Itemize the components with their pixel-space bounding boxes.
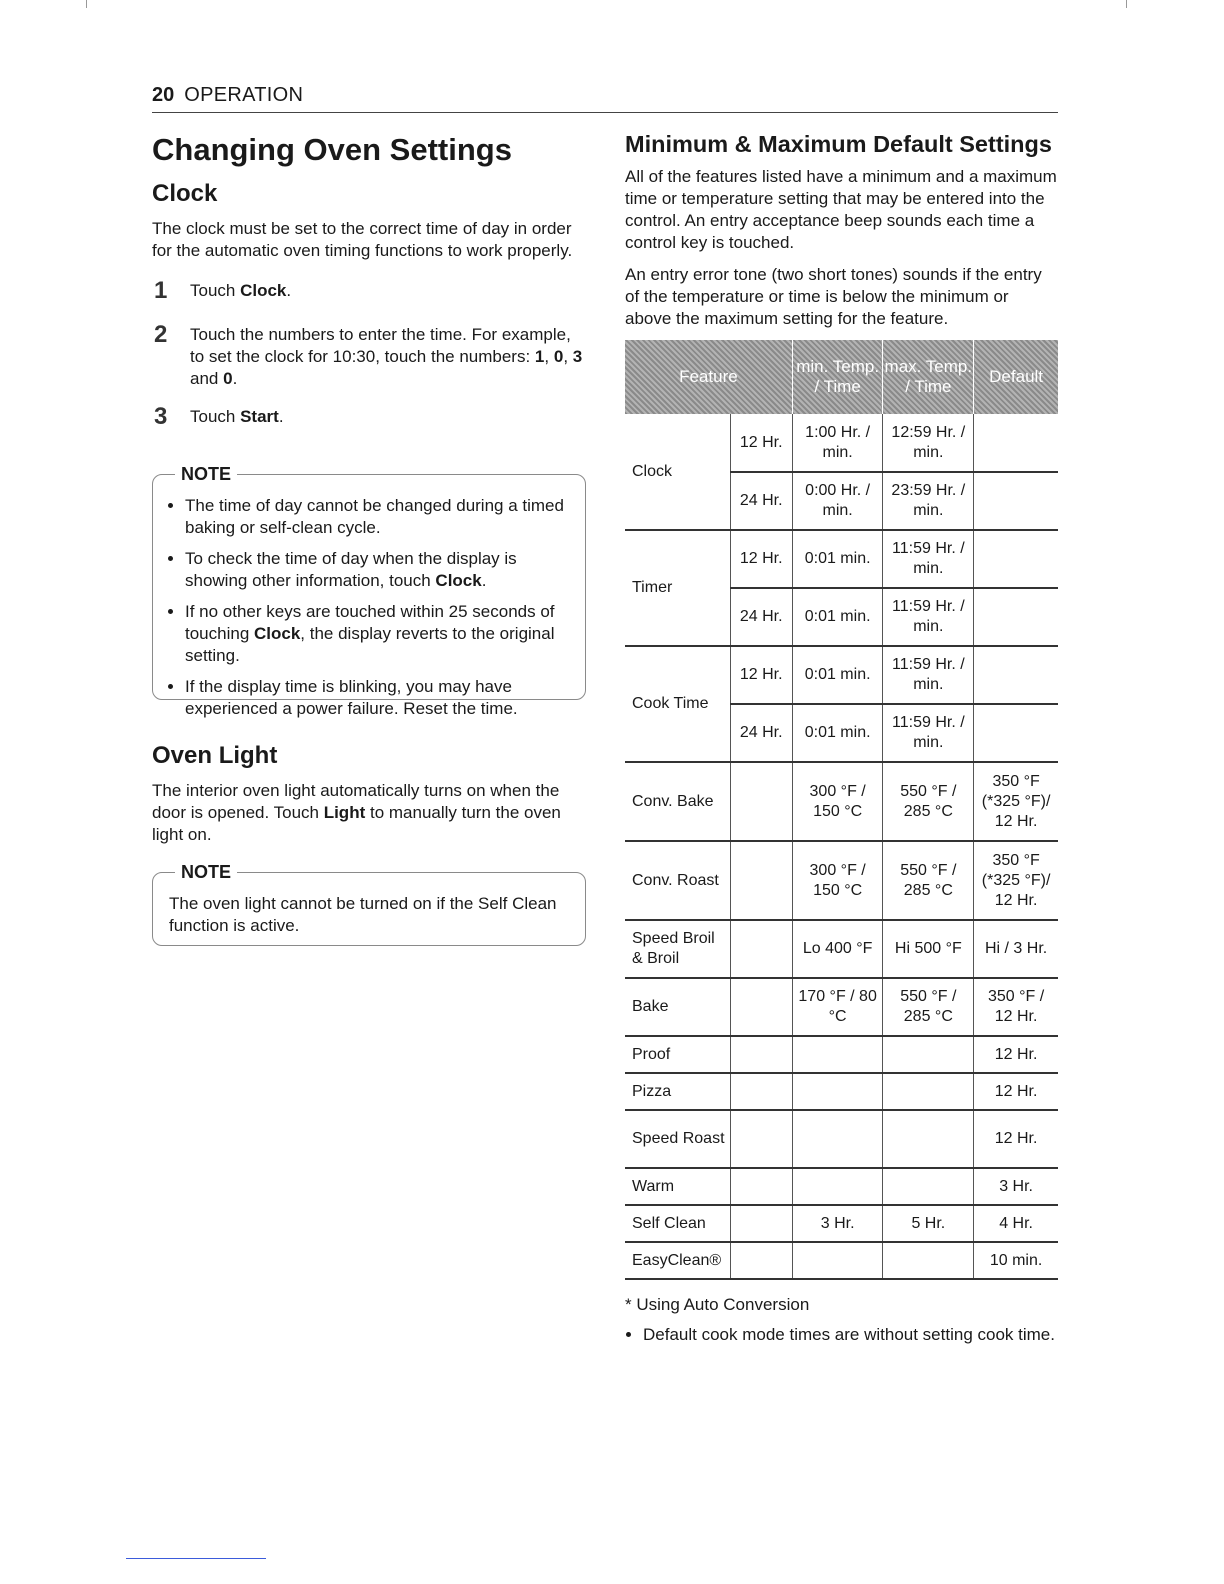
bottom-link-line	[126, 1558, 266, 1559]
step-key: Clock	[240, 281, 287, 300]
table-row	[625, 1036, 1058, 1073]
step-key: 1	[534, 347, 545, 366]
oven-light-text-part: The interior oven light automatically turns on when the door is opened. Touch	[152, 781, 560, 822]
step-text: ,	[544, 347, 554, 366]
footnote: * Using Auto Conversion	[625, 1295, 810, 1314]
header-max: max. Temp. / Time	[883, 340, 974, 414]
oven-light-text-part: to manually turn the oven light on.	[152, 803, 561, 844]
default-cell: 12 Hr.	[974, 1073, 1058, 1110]
note-item	[185, 601, 569, 667]
step-text: .	[278, 407, 284, 426]
step-key: 0	[223, 369, 233, 388]
default-cell: 10 min.	[974, 1242, 1058, 1279]
max-cell: 11:59 Hr. / min.	[883, 646, 974, 704]
clock-steps	[152, 277, 586, 430]
sub-cell: 12 Hr.	[730, 646, 792, 704]
left-column	[152, 128, 586, 946]
step-key: 3	[572, 347, 583, 366]
feature-cell: Timer	[625, 530, 730, 646]
step-item	[152, 321, 586, 390]
default-cell	[974, 646, 1058, 704]
step-text: and	[190, 369, 224, 388]
min-cell: 1:00 Hr. / min.	[792, 414, 883, 472]
note-key: Clock	[435, 571, 482, 590]
max-cell	[883, 1110, 974, 1168]
table-row	[625, 978, 1058, 1036]
sub-cell	[730, 1242, 792, 1279]
step-text: Touch the numbers to enter the time. For example, to set the clock for 10:30, touch the numbers:	[190, 325, 571, 366]
default-cell	[974, 588, 1058, 646]
max-cell: 23:59 Hr. / min.	[883, 472, 974, 530]
oven-light-heading: Oven Light	[152, 742, 278, 769]
max-cell: 11:59 Hr. / min.	[883, 530, 974, 588]
feature-cell: Warm	[625, 1168, 730, 1205]
max-cell: 550 °F / 285 °C	[883, 841, 974, 920]
note-text: , the display reverts to the original setting.	[185, 624, 555, 665]
step-text: .	[232, 369, 238, 388]
clock-intro: The clock must be set to the correct time of day in order for the automatic oven timing functions to work properly.	[152, 219, 573, 260]
min-cell: 3 Hr.	[792, 1205, 883, 1242]
step-text: .	[286, 281, 292, 300]
crop-mark	[1126, 0, 1127, 8]
sub-cell	[730, 762, 792, 841]
note-title: NOTE	[175, 861, 237, 883]
min-cell	[792, 1073, 883, 1110]
step-item	[152, 277, 586, 304]
default-cell: 350 °F / 12 Hr.	[974, 978, 1058, 1036]
step-key: Start	[240, 407, 279, 426]
table-row	[625, 646, 1058, 704]
table-row	[625, 920, 1058, 978]
sub-cell: 24 Hr.	[730, 588, 792, 646]
default-cell	[974, 704, 1058, 762]
min-cell	[792, 1110, 883, 1168]
oven-light-key: Light	[323, 803, 366, 822]
min-cell: 0:01 min.	[792, 704, 883, 762]
sub-cell	[730, 920, 792, 978]
note-text: If no other keys are touched within 25 seconds of touching	[185, 602, 555, 643]
note-text: The oven light cannot be turned on if the Self Clean function is active.	[169, 894, 557, 935]
min-cell	[792, 1242, 883, 1279]
table-row	[625, 1242, 1058, 1279]
clock-heading: Clock	[152, 180, 218, 207]
sub-cell	[730, 978, 792, 1036]
sub-cell	[730, 1205, 792, 1242]
step-number: 1	[154, 277, 168, 304]
max-cell: 550 °F / 285 °C	[883, 978, 974, 1036]
default-cell: 350 °F (*325 °F)/ 12 Hr.	[974, 762, 1058, 841]
right-column	[625, 128, 1059, 1346]
max-cell	[883, 1036, 974, 1073]
max-cell	[883, 1242, 974, 1279]
note-item: • The time of day cannot be changed during a timed baking or self-clean cycle.	[185, 495, 569, 539]
header-default: Default	[974, 340, 1058, 414]
sub-cell	[730, 1036, 792, 1073]
table-row	[625, 841, 1058, 920]
feature-cell: Cook Time	[625, 646, 730, 762]
feature-cell: EasyClean®	[625, 1242, 730, 1279]
default-cell	[974, 472, 1058, 530]
table-row	[625, 1168, 1058, 1205]
feature-cell: Conv. Roast	[625, 841, 730, 920]
default-cell: 12 Hr.	[974, 1110, 1058, 1168]
header-min: min. Temp. / Time	[792, 340, 883, 414]
note-list	[169, 495, 569, 720]
min-max-heading: Minimum & Maximum Default Settings	[625, 131, 1052, 157]
min-cell: 0:01 min.	[792, 530, 883, 588]
note-item	[185, 548, 569, 592]
section-title: OPERATION	[184, 84, 304, 106]
min-cell: 0:00 Hr. / min.	[792, 472, 883, 530]
note-text: .	[481, 571, 487, 590]
min-cell	[792, 1036, 883, 1073]
header-feature: Feature	[625, 340, 792, 414]
sub-cell: 24 Hr.	[730, 704, 792, 762]
oven-light-note-box	[152, 862, 586, 946]
clock-note-box	[152, 464, 586, 718]
sub-cell	[730, 1073, 792, 1110]
sub-cell	[730, 841, 792, 920]
max-cell: 11:59 Hr. / min.	[883, 704, 974, 762]
sub-cell	[730, 1110, 792, 1168]
feature-cell: Speed Broil & Broil	[625, 920, 730, 978]
table-row	[625, 414, 1058, 472]
note-text: To check the time of day when the display is showing other information, touch	[185, 549, 517, 590]
default-cell	[974, 414, 1058, 472]
max-cell: 5 Hr.	[883, 1205, 974, 1242]
max-cell: 550 °F / 285 °C	[883, 762, 974, 841]
default-cell: 3 Hr.	[974, 1168, 1058, 1205]
min-cell: 300 °F / 150 °C	[792, 841, 883, 920]
min-cell: Lo 400 °F	[792, 920, 883, 978]
feature-cell: Self Clean	[625, 1205, 730, 1242]
note-title: NOTE	[175, 463, 237, 485]
feature-cell: Speed Roast	[625, 1110, 730, 1168]
feature-cell: Conv. Bake	[625, 762, 730, 841]
step-number: 3	[154, 403, 168, 430]
step-text: Touch	[190, 281, 241, 300]
default-cell: 350 °F (*325 °F)/ 12 Hr.	[974, 841, 1058, 920]
oven-light-text	[152, 780, 586, 846]
default-cell: Hi / 3 Hr.	[974, 920, 1058, 978]
max-cell: 12:59 Hr. / min.	[883, 414, 974, 472]
page-header	[152, 84, 1058, 113]
table-row	[625, 1073, 1058, 1110]
note-key: Clock	[254, 624, 301, 643]
sub-cell	[730, 1168, 792, 1205]
step-text: ,	[563, 347, 573, 366]
min-cell: 0:01 min.	[792, 646, 883, 704]
default-cell	[974, 530, 1058, 588]
default-cell: 4 Hr.	[974, 1205, 1058, 1242]
default-cell: 12 Hr.	[974, 1036, 1058, 1073]
settings-table	[625, 340, 1058, 1280]
step-text: Touch	[190, 407, 241, 426]
step-number: 2	[154, 321, 168, 348]
step-key: 0	[553, 347, 564, 366]
table-row	[625, 762, 1058, 841]
sub-cell: 12 Hr.	[730, 414, 792, 472]
feature-cell: Proof	[625, 1036, 730, 1073]
page-title: Changing Oven Settings	[152, 132, 512, 167]
sub-cell: 24 Hr.	[730, 472, 792, 530]
min-cell: 170 °F / 80 °C	[792, 978, 883, 1036]
sub-cell: 12 Hr.	[730, 530, 792, 588]
footnote-bullet: • Default cook mode times are without setting cook time.	[643, 1324, 1059, 1346]
min-max-error-text: An entry error tone (two short tones) sounds if the entry of the temperature or time is below the minimum or above the maximum setting for the feature.	[625, 265, 1042, 328]
max-cell	[883, 1168, 974, 1205]
max-cell: Hi 500 °F	[883, 920, 974, 978]
table-row	[625, 530, 1058, 588]
feature-cell: Bake	[625, 978, 730, 1036]
footnote-list	[625, 1324, 1059, 1346]
min-cell: 0:01 min.	[792, 588, 883, 646]
min-cell: 300 °F / 150 °C	[792, 762, 883, 841]
feature-cell: Clock	[625, 414, 730, 530]
min-cell	[792, 1168, 883, 1205]
table-row	[625, 1205, 1058, 1242]
page-number: 20	[152, 84, 175, 106]
step-item	[152, 403, 586, 430]
table-footnotes	[625, 1294, 1059, 1346]
feature-cell: Pizza	[625, 1073, 730, 1110]
table-row	[625, 1110, 1058, 1168]
min-max-intro: All of the features listed have a minimum and a maximum time or temperature setting that may be entered into the control. An entry acceptance beep sounds each time a control key is touched.	[625, 167, 1057, 252]
crop-mark	[86, 0, 87, 8]
note-item: • If the display time is blinking, you may have experienced a power failure. Reset the time.	[185, 676, 569, 720]
max-cell: 11:59 Hr. / min.	[883, 588, 974, 646]
max-cell	[883, 1073, 974, 1110]
